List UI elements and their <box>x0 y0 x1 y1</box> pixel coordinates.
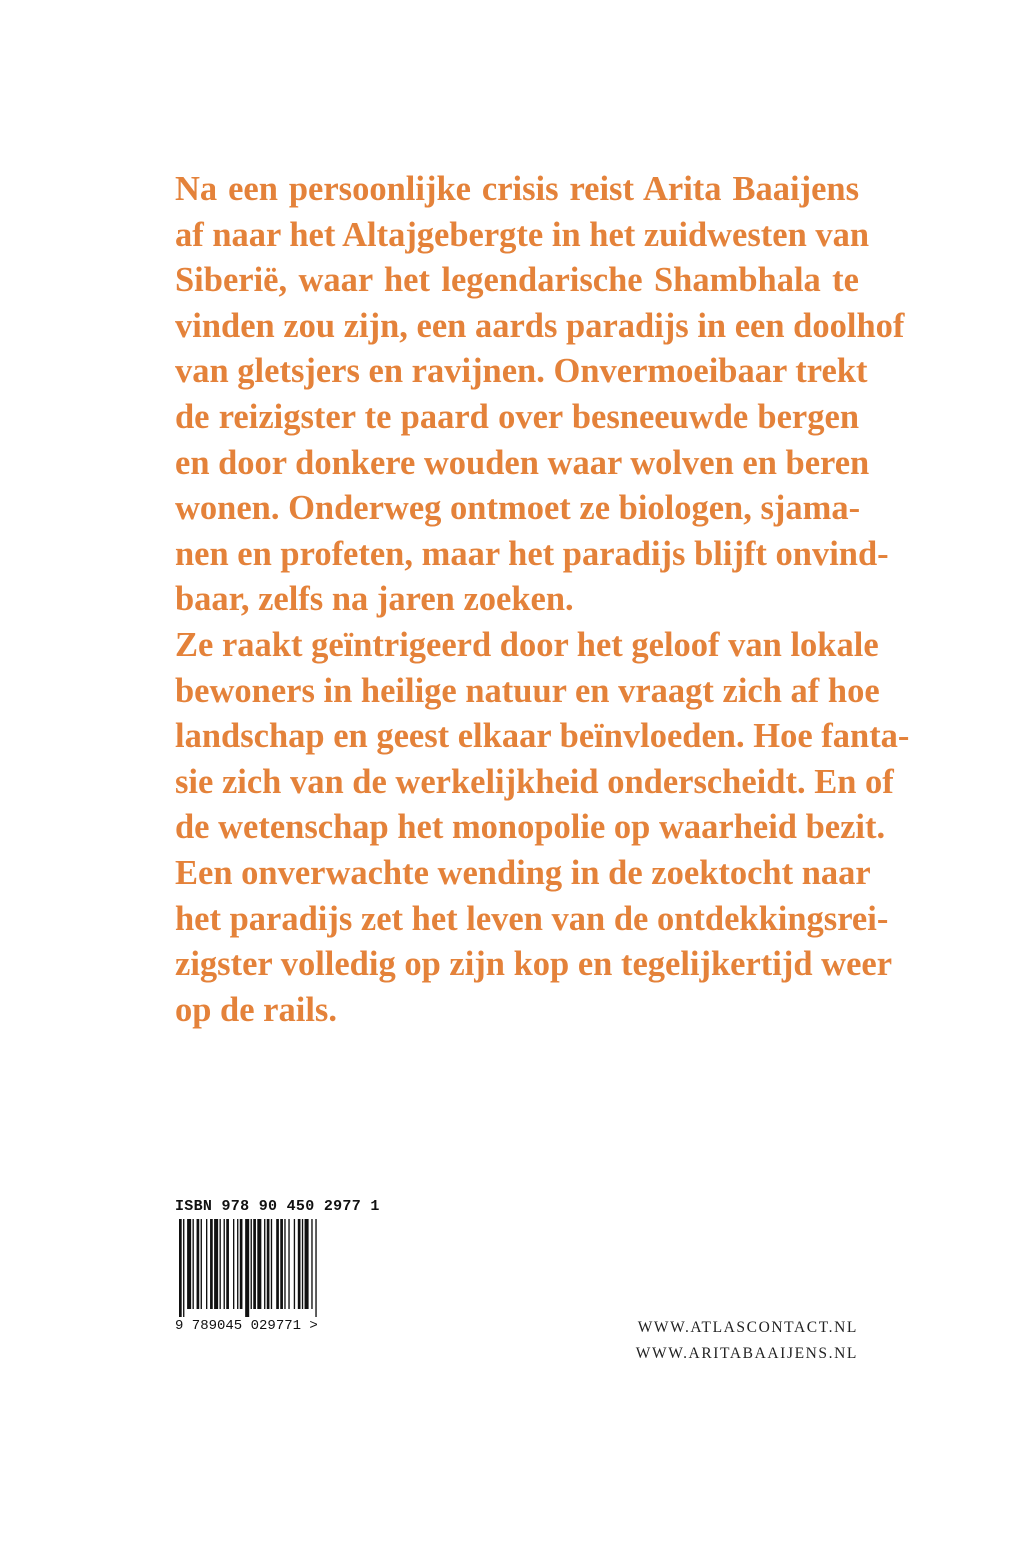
blurb-line: de reizigster te paard over besneeuwde bergen <box>175 397 859 436</box>
blurb-line: Siberië, waar het legendarische Shambhala te <box>175 261 859 300</box>
blurb-line: vinden zou zijn, een aards paradijs in een doolhof <box>175 306 905 345</box>
blurb-line: wonen. Onderweg ontmoet ze biologen, sjama- <box>175 489 861 528</box>
blurb-line: Een onverwachte wending in de zoektocht naar <box>175 853 871 892</box>
blurb-line: landschap en geest elkaar beïnvloeden. Hoe fanta- <box>175 717 910 756</box>
isbn-label: ISBN 978 90 450 2977 1 <box>175 1198 380 1215</box>
back-cover-blurb <box>175 167 910 1033</box>
website-atlascontact: WWW.ATLASCONTACT.NL <box>637 1319 858 1336</box>
blurb-line: af naar het Altajgebergte in het zuidwesten van <box>175 215 870 254</box>
barcode-digits: 9 789045 029771 > <box>175 1318 318 1334</box>
blurb-line: het paradijs zet het leven van de ontdekkingsrei- <box>175 899 889 938</box>
blurb-line: zigster volledig op zijn kop en tegelijkertijd weer <box>175 945 893 984</box>
isbn-barcode-block <box>175 1198 380 1334</box>
blurb-line: bewoners in heilige natuur en vraagt zich af hoe <box>175 671 880 710</box>
blurb-line: en door donkere wouden waar wolven en beren <box>175 443 870 482</box>
blurb-line: Ze raakt geïntrigeerd door het geloof van lokale <box>175 625 879 664</box>
website-aritabaaijens: WWW.ARITABAAIJENS.NL <box>635 1345 858 1362</box>
blurb-line: nen en profeten, maar het paradijs blijft onvind- <box>175 534 889 573</box>
blurb-line: Na een persoonlijke crisis reist Arita Baaijens <box>175 170 859 208</box>
blurb-line: op de rails. <box>175 990 337 1029</box>
blurb-line: van gletsjers en ravijnen. Onvermoeibaar trekt <box>175 352 868 391</box>
barcode-icon <box>175 1219 365 1317</box>
blurb-line: de wetenschap het monopolie op waarheid bezit. <box>175 808 886 847</box>
blurb-line: sie zich van de werkelijkheid onderscheidt. En of <box>175 762 894 801</box>
website-list <box>636 1315 858 1367</box>
blurb-line: baar, zelfs na jaren zoeken. <box>175 580 574 619</box>
